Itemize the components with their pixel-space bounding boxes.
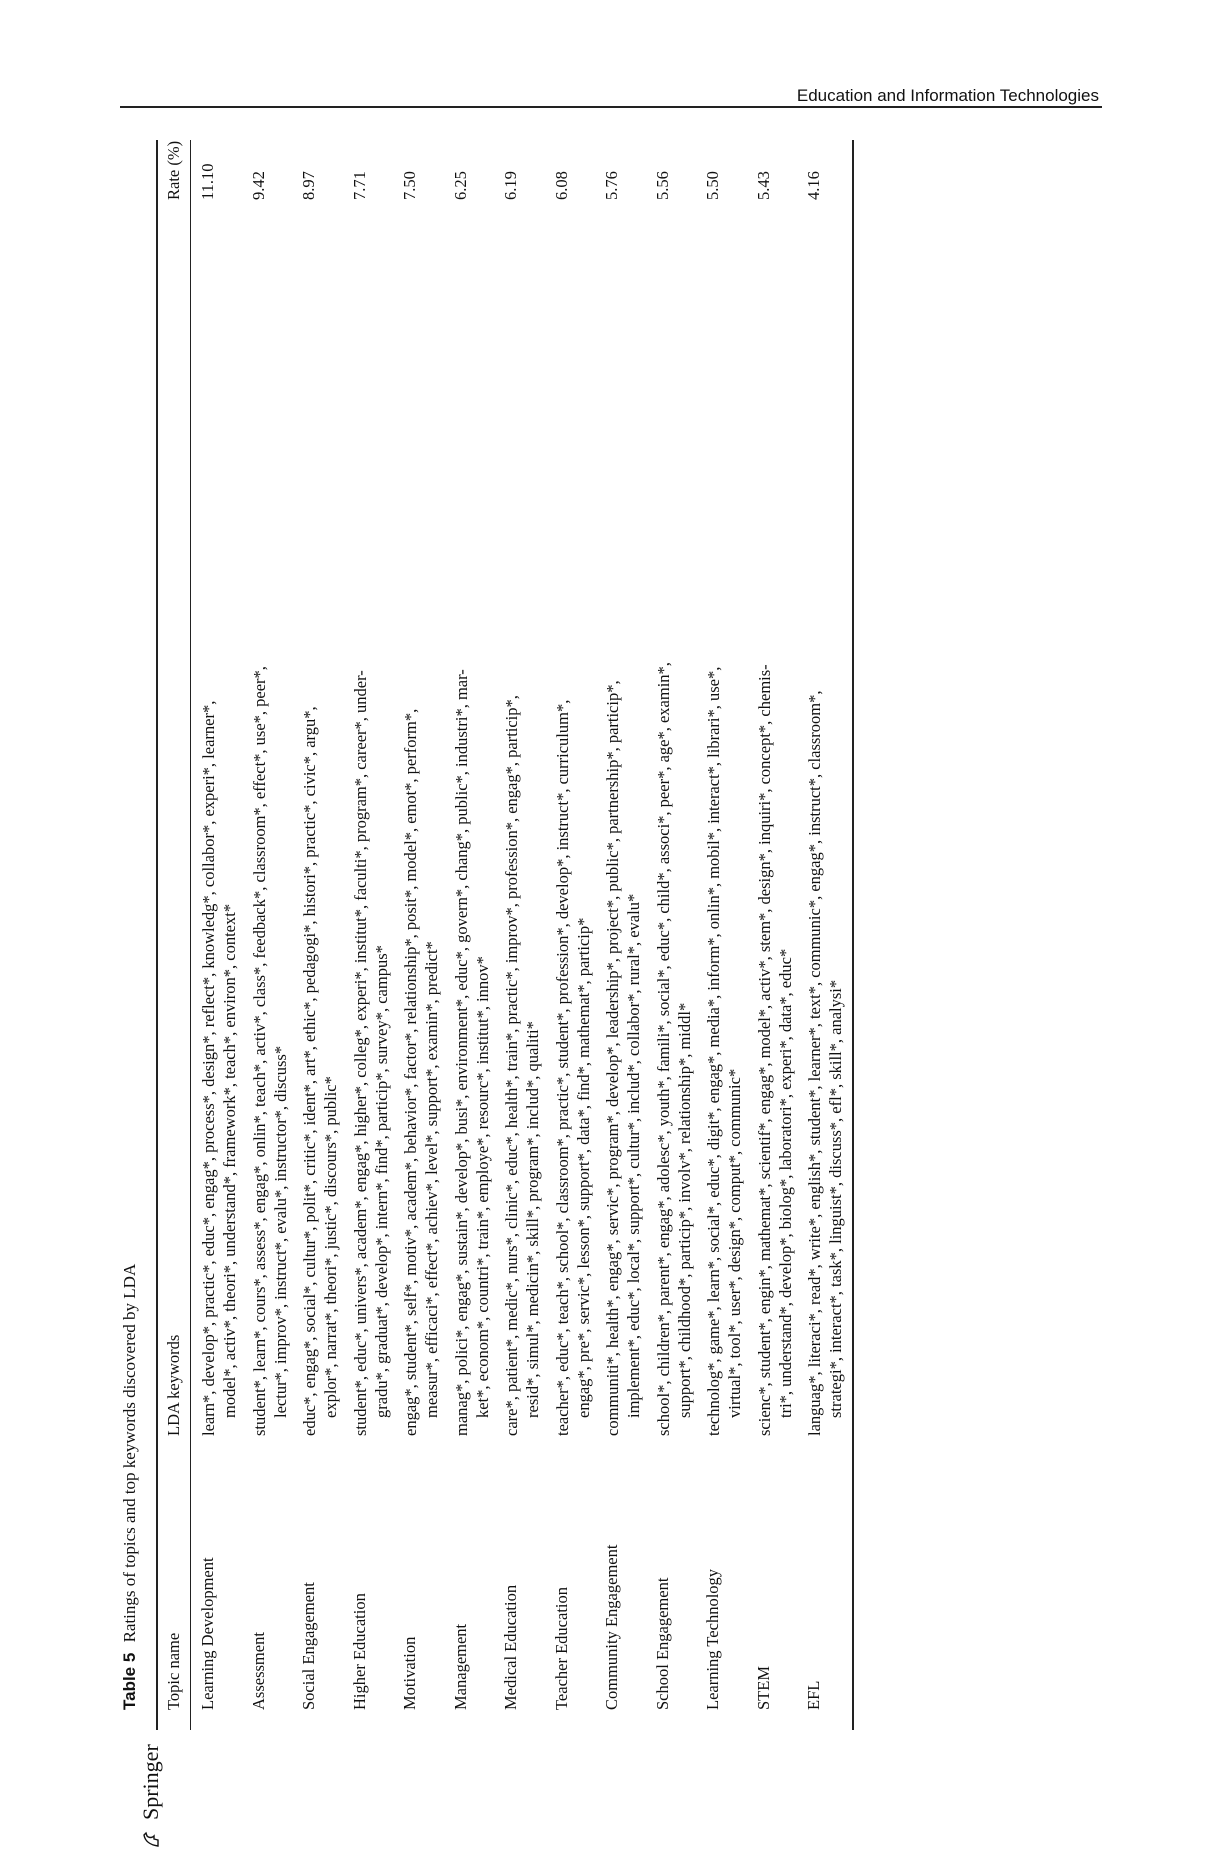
keywords-line-1: student*, educ*, univers*, academ*, engag*, higher*, colleg*, experi*, institut*, faculti*, program*, career*, under-: [350, 670, 370, 1436]
topic-name-cell: School Engagement: [652, 1577, 672, 1710]
rate-cell: 7.50: [400, 171, 419, 200]
keywords-line-1: languag*, literaci*, read*, write*, english*, student*, learner*, text*, communic*, engag*, instruct*, classroom*,: [805, 690, 824, 1436]
table-row: [447, 140, 499, 1730]
rate-cell: 8.97: [299, 171, 318, 200]
keywords-cell: [451, 226, 493, 1436]
keywords-line-1: care*, patient*, medic*, nurs*, clinic*, educ*, health*, train*, practic*, improv*, profession*, engag*, particip*,: [502, 695, 521, 1436]
keywords-line-1: manag*, polici*, engag*, sustain*, develop*, busi*, environment*, educ*, govern*, chang*, public*, industri*, mar-: [451, 669, 471, 1436]
keywords-line-2: measur*, efficaci*, effect*, achiev*, level*, support*, examin*, predict*: [422, 941, 441, 1418]
rate-cell: 5.43: [753, 171, 773, 200]
table-row: [295, 140, 347, 1730]
keywords-line-2: lectur*, improv*, instruct*, evalu*, instructor*, discuss*: [270, 1045, 290, 1418]
topic-name-cell: Community Engagement: [602, 1544, 621, 1710]
keywords-cell: [754, 226, 796, 1436]
rate-cell: 7.71: [349, 171, 369, 200]
journal-header: Education and Information Technologies: [796, 86, 1099, 105]
rate-cell: 6.19: [501, 171, 520, 200]
keywords-line-2: resid*, simul*, medicin*, skill*, program*, includ*, qualiti*: [523, 1021, 542, 1418]
keywords-line-2: strategi*, interact*, task*, linguist*, discuss*, efl*, skill*, analysi*: [826, 979, 845, 1418]
topic-name-cell: Teacher Education: [551, 1587, 571, 1710]
keywords-cell: [198, 226, 240, 1436]
rate-cell: 9.42: [248, 171, 268, 200]
table-label: Table 5: [120, 1652, 139, 1710]
rate-cell: 5.76: [602, 171, 621, 200]
topic-name-cell: STEM: [753, 1665, 773, 1710]
topic-name-cell: EFL: [804, 1680, 823, 1710]
table-row: [750, 140, 802, 1730]
header-rule: [120, 106, 1102, 108]
table-caption: [120, 1264, 154, 1710]
keywords-line-1: school*, children*, parent*, engag*, adolesc*, youth*, famili*, social*, educ*, child*, associ*, peer*, age*, examin*,: [653, 662, 673, 1436]
table-row: [548, 140, 600, 1730]
table-row: [800, 140, 852, 1730]
topic-name-cell: Medical Education: [501, 1584, 520, 1710]
table-5: [120, 140, 860, 1730]
keywords-line-1: technolog*, game*, learn*, social*, educ*, digit*, engag*, media*, inform*, onlin*, mobil*, interact*, librari*, use*,: [704, 666, 723, 1436]
keywords-cell: [703, 226, 745, 1436]
topic-name-cell: Higher Education: [349, 1593, 369, 1710]
table-header-rule: [190, 140, 191, 1730]
rate-cell: 5.50: [703, 171, 722, 200]
publisher-name: Springer: [138, 1744, 163, 1820]
keywords-line-2: explor*, narrat*, theori*, justic*, discours*, public*: [321, 1076, 340, 1418]
springer-horse-icon: [140, 1828, 162, 1850]
keywords-line-1: educ*, engag*, social*, cultur*, polit*, critic*, ident*, art*, ethic*, pedagogi*, histori*, practic*, civic*, argu*,: [300, 706, 319, 1436]
keywords-line-1: teacher*, educ*, teach*, school*, classroom*, practic*, student*, profession*, develop*, instruct*, curriculum*,: [552, 699, 572, 1436]
table-bottom-rule: [852, 140, 854, 1730]
topic-name-cell: Motivation: [400, 1636, 419, 1710]
keywords-cell: [804, 226, 846, 1436]
rate-cell: 6.08: [551, 171, 571, 200]
keywords-cell: [552, 226, 594, 1436]
keywords-cell: [653, 226, 695, 1436]
keywords-line-2: model*, activ*, theori*, understand*, framework*, teach*, environ*, context*: [220, 903, 239, 1418]
keywords-line-1: scienc*, student*, engin*, mathemat*, scientif*, engag*, model*, activ*, stem*, design*, inquiri*, concept*, chemis-: [754, 664, 774, 1436]
column-header-keywords: LDA keywords: [164, 1334, 183, 1436]
keywords-cell: [501, 226, 543, 1436]
table-row: [194, 140, 246, 1730]
table-row: [245, 140, 297, 1730]
keywords-cell: [249, 226, 291, 1436]
keywords-line-1: learn*, develop*, practic*, educ*, engag*, process*, design*, reflect*, knowledg*, collabor*, experi*, learner*,: [199, 700, 218, 1436]
topic-name-cell: Assessment: [248, 1632, 268, 1710]
topic-name-cell: Learning Development: [198, 1557, 217, 1710]
keywords-line-1: communiti*, health*, engag*, servic*, program*, develop*, leadership*, project*, public*, partnership*, particip*,: [603, 680, 622, 1436]
column-header-topic: Topic name: [164, 1632, 183, 1710]
table-row: [346, 140, 398, 1730]
keywords-line-2: support*, childhood*, particip*, involv*, relationship*, middl*: [674, 1002, 694, 1418]
keywords-cell: [350, 226, 392, 1436]
table-top-rule: [156, 140, 158, 1730]
keywords-line-2: virtual*, tool*, user*, design*, comput*, communic*: [725, 1068, 744, 1418]
rate-cell: 5.56: [652, 171, 672, 200]
table-row: [396, 140, 448, 1730]
table-row: [649, 140, 701, 1730]
topic-name-cell: Social Engagement: [299, 1582, 318, 1710]
table-row: [598, 140, 650, 1730]
rate-cell: 4.16: [804, 171, 823, 200]
keywords-line-2: ket*, econom*, countri*, train*, employe*, resourc*, institut*, innov*: [472, 956, 492, 1418]
rate-cell: 6.25: [450, 171, 470, 200]
table-caption-text: Ratings of topics and top keywords discovered by LDA: [120, 1263, 139, 1643]
topic-name-cell: Learning Technology: [703, 1568, 722, 1710]
keywords-line-2: gradu*, graduat*, develop*, intern*, find*, particip*, survey*, campus*: [371, 945, 391, 1418]
keywords-cell: [400, 226, 442, 1436]
topic-name-cell: Management: [450, 1623, 470, 1710]
keywords-cell: [299, 226, 341, 1436]
keywords-cell: [602, 226, 644, 1436]
keywords-line-1: engag*, student*, self*, motiv*, academ*, behavior*, factor*, relationship*, posit*, model*, emot*, perform*,: [401, 708, 420, 1436]
table-row: [699, 140, 751, 1730]
keywords-line-2: engag*, pre*, servic*, lesson*, support*, data*, find*, mathemat*, particip*: [573, 917, 593, 1418]
keywords-line-2: implement*, educ*, local*, support*, cultur*, includ*, collabor*, rural*, evalu*: [624, 893, 643, 1418]
rate-cell: 11.10: [198, 163, 217, 200]
keywords-line-1: student*, learn*, cours*, assess*, engag*, onlin*, teach*, activ*, class*, feedback*, classroom*, effect*, use*, peer*,: [249, 666, 269, 1436]
keywords-line-2: tri*, understand*, develop*, biolog*, laboratori*, experi*, data*, educ*: [775, 948, 795, 1418]
column-header-rate: Rate (%): [164, 140, 183, 200]
table-row: [497, 140, 549, 1730]
